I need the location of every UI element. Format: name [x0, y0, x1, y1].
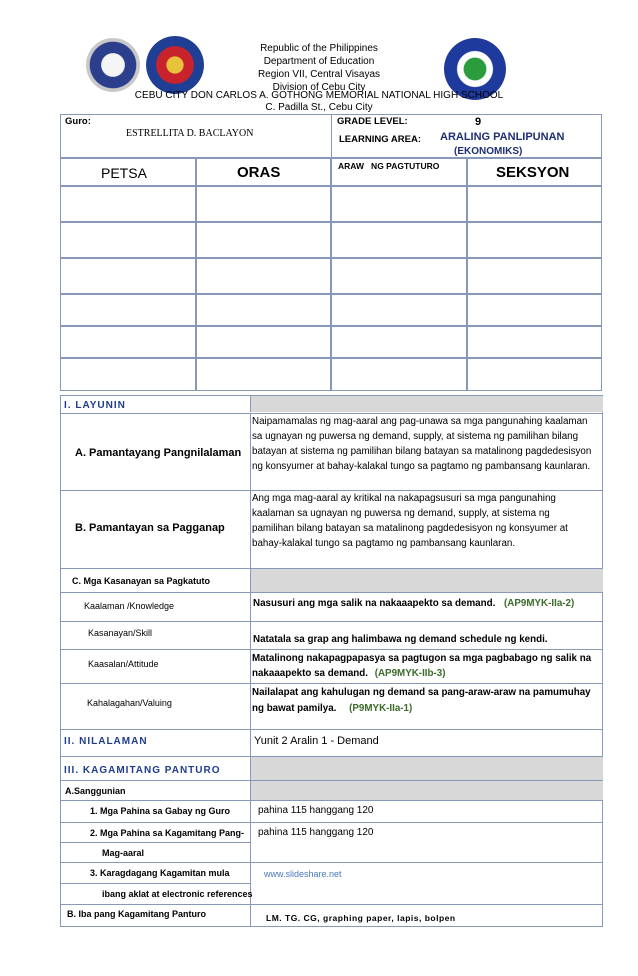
kaasalan-objective: Matalinong nakapagpapasya sa pagtugon sa mga pagbabago ng salik na nakaaapekto sa demand.	[252, 653, 592, 679]
nilalaman-value: Yunit 2 Aralin 1 - Demand	[254, 735, 379, 747]
kaasalan-text	[252, 651, 602, 681]
kagamitan-shaded-cell	[250, 757, 603, 780]
layunin-title: I. LAYUNIN	[64, 400, 126, 411]
schedule-cell[interactable]	[331, 222, 467, 258]
kagamitang-pang-label: 2. Mga Pahina sa Kagamitang Pang-	[90, 828, 245, 838]
schedule-cell[interactable]	[331, 294, 467, 326]
gabay-guro-value: pahina 115 hanggang 120	[258, 805, 374, 816]
schedule-cell[interactable]	[467, 326, 602, 358]
schedule-header-oras: ORAS	[196, 158, 331, 186]
column-divider	[250, 800, 251, 822]
pamantayan-pagganap-label: B. Pamantayan sa Pagganap	[75, 522, 225, 534]
learning-area-subvalue: (EKONOMIKS)	[454, 146, 523, 157]
row-divider	[60, 883, 251, 884]
header-republic: Republic of the Philippines	[260, 43, 378, 54]
kagamitang-pang-value: pahina 115 hanggang 120	[258, 827, 374, 838]
electronic-references-label: ibang aklat at electronic references	[102, 889, 253, 899]
kasanayan-shaded-cell	[250, 569, 603, 592]
kahalagahan-objective: Nailalapat ang kahulugan ng demand sa pang-araw-araw na pamumuhay ng bawat pamilya.	[252, 687, 591, 714]
schedule-cell[interactable]	[60, 294, 196, 326]
schedule-cell[interactable]	[196, 222, 331, 258]
guro-value: ESTRELLITA D. BACLAYON	[126, 128, 254, 139]
schedule-cell[interactable]	[60, 222, 196, 258]
header-division: Division of Cebu City	[272, 82, 366, 93]
column-divider	[250, 621, 251, 649]
kagamitan-title: III. KAGAMITANG PANTURO	[64, 765, 221, 776]
schedule-cell[interactable]	[467, 258, 602, 294]
kaasalan-label: Kaasalan/Attitude	[88, 659, 159, 669]
column-divider	[250, 729, 251, 756]
learning-area-value: ARALING PANLIPUNAN	[440, 131, 565, 143]
schedule-cell[interactable]	[467, 186, 602, 222]
kasanayan-pagkatuto-label: C. Mga Kasanayan sa Pagkatuto	[72, 576, 211, 586]
grade-level-value: 9	[475, 116, 482, 128]
nilalaman-title: II. NILALAMAN	[64, 736, 148, 747]
kahalagahan-label: Kahalagahan/Valuing	[87, 698, 172, 708]
header-deped: Department of Education	[263, 56, 375, 67]
schedule-cell[interactable]	[467, 222, 602, 258]
schedule-cell[interactable]	[331, 186, 467, 222]
row-divider	[60, 842, 251, 843]
schedule-cell[interactable]	[196, 186, 331, 222]
header-region: Region VII, Central Visayas	[257, 69, 381, 80]
schedule-cell[interactable]	[60, 358, 196, 391]
schedule-cell[interactable]	[196, 258, 331, 294]
column-divider	[250, 592, 251, 621]
kahalagahan-text	[252, 685, 602, 717]
column-divider	[250, 904, 251, 927]
schedule-cell[interactable]	[467, 358, 602, 391]
schedule-cell[interactable]	[60, 258, 196, 294]
kaalaman-label: Kaalaman /Knowledge	[84, 601, 175, 611]
karagdagang-kagamitan-label: 3. Karagdagang Kagamitan mula	[90, 868, 230, 878]
schedule-cell[interactable]	[196, 326, 331, 358]
schedule-cell[interactable]	[331, 358, 467, 391]
kaasalan-code: (AP9MYK-IIb-3)	[374, 668, 446, 679]
schedule-cell[interactable]	[331, 258, 467, 294]
schedule-header-petsa: PETSA	[60, 158, 196, 186]
kaalaman-text	[253, 598, 574, 609]
column-divider	[250, 649, 251, 683]
schedule-header-araw: ARAW NG PAGTUTURO	[331, 158, 467, 186]
kaalaman-code: (AP9MYK-IIa-2)	[504, 598, 575, 609]
layunin-shaded-cell	[250, 396, 603, 412]
header-school-name: CEBU CITY DON CARLOS A. GOTHONG MEMORIAL NATIONAL HIGH SCHOOL	[134, 90, 504, 101]
kasanayan-text: Natatala sa grap ang halimbawa ng demand schedule ng kendi.	[253, 634, 548, 645]
slideshare-link[interactable]: www.slideshare.net	[264, 869, 342, 879]
gabay-guro-label: 1. Mga Pahina sa Gabay ng Guro	[90, 806, 231, 816]
pamantayang-pangnilalaman-text: Naipamamalas ng mag-aaral ang pag-unawa sa mga pangunahing kaalaman sa ugnayan ng puwersa ng demand, supply, at sistema ng pamilihan bilang batayan at sistema ng pamilihan bilang batayan sa matalinong pagdedesisyon ng konsyumer at bahay-kalakal tungo sa pagtamo ng pambansang kaunlaran.	[252, 416, 592, 472]
schedule-cell[interactable]	[331, 326, 467, 358]
grade-level-label: GRADE LEVEL:	[337, 116, 408, 127]
schedule-cell[interactable]	[196, 294, 331, 326]
pamantayang-pangnilalaman-label: A. Pamantayang Pangnilalaman	[75, 447, 242, 459]
mag-aaral-label: Mag-aaral	[102, 848, 145, 858]
pamantayan-pagganap-text: Ang mga mag-aaral ay kritikal na nakapagsusuri sa mga pangunahing kaalaman sa ugnayan ng puwersa ng demand, supply, at sistema ng pamilihan bilang batayan sa matalinong pagdedesisyon ng konsyumer at bahay-kalakal tungo sa pagtamo ng pambansang kaunlaran.	[252, 493, 568, 549]
guro-label: Guro:	[65, 116, 91, 127]
schedule-cell[interactable]	[196, 358, 331, 391]
kasanayan-label: Kasanayan/Skill	[88, 628, 153, 638]
column-divider	[250, 490, 251, 568]
schedule-cell[interactable]	[60, 186, 196, 222]
schedule-cell[interactable]	[60, 326, 196, 358]
iba-pang-kagamitan-label: B. Iba pang Kagamitang Panturo	[67, 909, 207, 919]
kahalagahan-code: (P9MYK-IIa-1)	[349, 703, 413, 714]
schedule-header-seksyon: SEKSYON	[467, 158, 602, 186]
header-address: C. Padilla St., Cebu City	[265, 102, 373, 113]
schedule-cell[interactable]	[467, 294, 602, 326]
sanggunian-label: A.Sanggunian	[65, 786, 126, 796]
column-divider	[250, 413, 251, 490]
learning-area-label: LEARNING AREA:	[339, 134, 421, 145]
kaalaman-objective: Nasusuri ang mga salik na nakaaapekto sa demand.	[253, 598, 496, 609]
column-divider	[250, 683, 251, 729]
iba-pang-kagamitan-value: LM. TG. CG, graphing paper, lapis, bolpen	[266, 913, 456, 923]
sanggunian-shaded-cell	[250, 781, 603, 800]
